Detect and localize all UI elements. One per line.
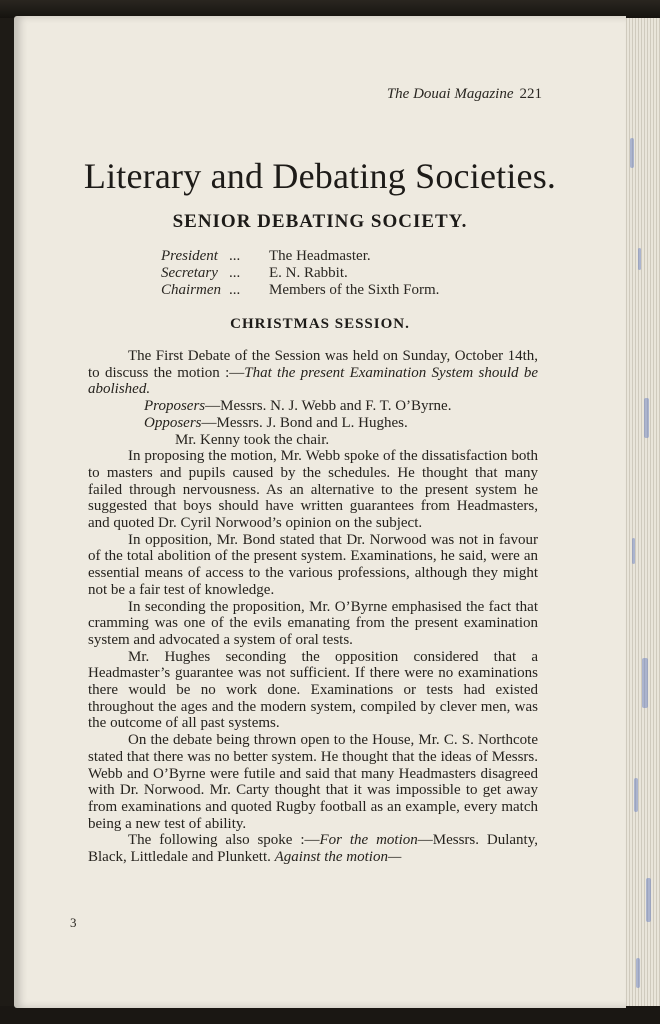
page-number: 221 (519, 86, 542, 102)
officer-dots: ... (229, 248, 241, 264)
paragraph-text: —Messrs. Dulanty, Black, Littledale and Plunkett. (88, 832, 538, 866)
proposers-label: Proposers (144, 398, 206, 415)
officers-list (161, 248, 541, 299)
paragraph (88, 832, 538, 865)
opposers-label: Opposers (144, 414, 202, 431)
officer-row (161, 265, 541, 282)
officer-row (161, 282, 541, 299)
officer-role: President (161, 248, 218, 264)
officer-name: E. N. Rabbit. (269, 265, 348, 281)
officer-row (161, 248, 541, 265)
page-stack-edge (624, 18, 660, 1008)
society-title: SENIOR DEBATING SOCIETY. (172, 211, 468, 232)
paragraph: In seconding the proposition, Mr. O’Byrne emphasised the fact that cramming was one of the evils emanating from the present examination system and advocated a system of oral tests. (88, 598, 538, 648)
opposers-names: —Messrs. J. Bond and L. Hughes. (201, 414, 408, 431)
against-motion-label: Against the motion— (274, 849, 402, 866)
paragraph: On the debate being thrown open to the House, Mr. C. S. Northcote stated that there was no better system. He thought that the ideas of Messrs. Webb and O’Byrne were futile and said that many Headmasters disagreed with Dr. Norwood. Mr. Carty thought that it was impossible to get away from examinations and quoted Rugby football as an example, every match being a new test of ability. (88, 732, 538, 832)
book-bottom-edge (0, 1006, 660, 1024)
officer-name: The Headmaster. (269, 248, 371, 264)
paragraph-text: The following also spoke :— (128, 832, 320, 849)
signature-mark: 3 (70, 915, 77, 930)
paragraph: In proposing the motion, Mr. Webb spoke of the dissatisfaction both to masters and pupils caused by the schedules. He thought that many failed through nervousness. As an alternative to the present system he suggested that boys should have written guarantees from Headmasters, and quoted Dr. Cyril Norwood’s opinion on the subject. (88, 448, 538, 532)
proposers-names: —Messrs. N. J. Webb and F. T. O’Byrne. (205, 398, 452, 415)
for-motion-label: For the motion (319, 832, 418, 849)
officer-role: Chairmen (161, 282, 221, 298)
paragraph-text: The First Debate of the Session was held on Sunday, October 14th, to discuss the motion :— (88, 348, 538, 381)
officer-dots: ... (229, 265, 241, 281)
motion-text: That the present Examination System should be abolished. (88, 364, 538, 398)
proposers-line (88, 398, 538, 415)
main-title: Literary and Debating Societies. (83, 156, 557, 196)
officer-dots: ... (229, 282, 241, 298)
officer-name: Members of the Sixth Form. (269, 282, 440, 298)
officer-role: Secretary (161, 265, 218, 281)
session-title: CHRISTMAS SESSION. (230, 316, 410, 332)
paragraph: In opposition, Mr. Bond stated that Dr. Norwood was not in favour of the total abolition of the present system. Examinations, he said, were an essential means of access to the various professions, although they might not be a fair test of knowledge. (88, 531, 538, 598)
paragraph: Mr. Hughes seconding the opposition considered that a Headmaster’s guarantee was not sufficient. If there were no examinations there would be no work done. Examinations or tests had existed throughout the ages and the modern system, compiled by clever men, was the outcome of all past systems. (88, 648, 538, 732)
chair-line: Mr. Kenny took the chair. (175, 431, 330, 448)
running-head-title: The Douai Magazine (386, 86, 514, 102)
opposers-line (88, 415, 538, 432)
article-body (88, 348, 538, 866)
paragraph (88, 348, 538, 398)
running-head (300, 86, 542, 103)
